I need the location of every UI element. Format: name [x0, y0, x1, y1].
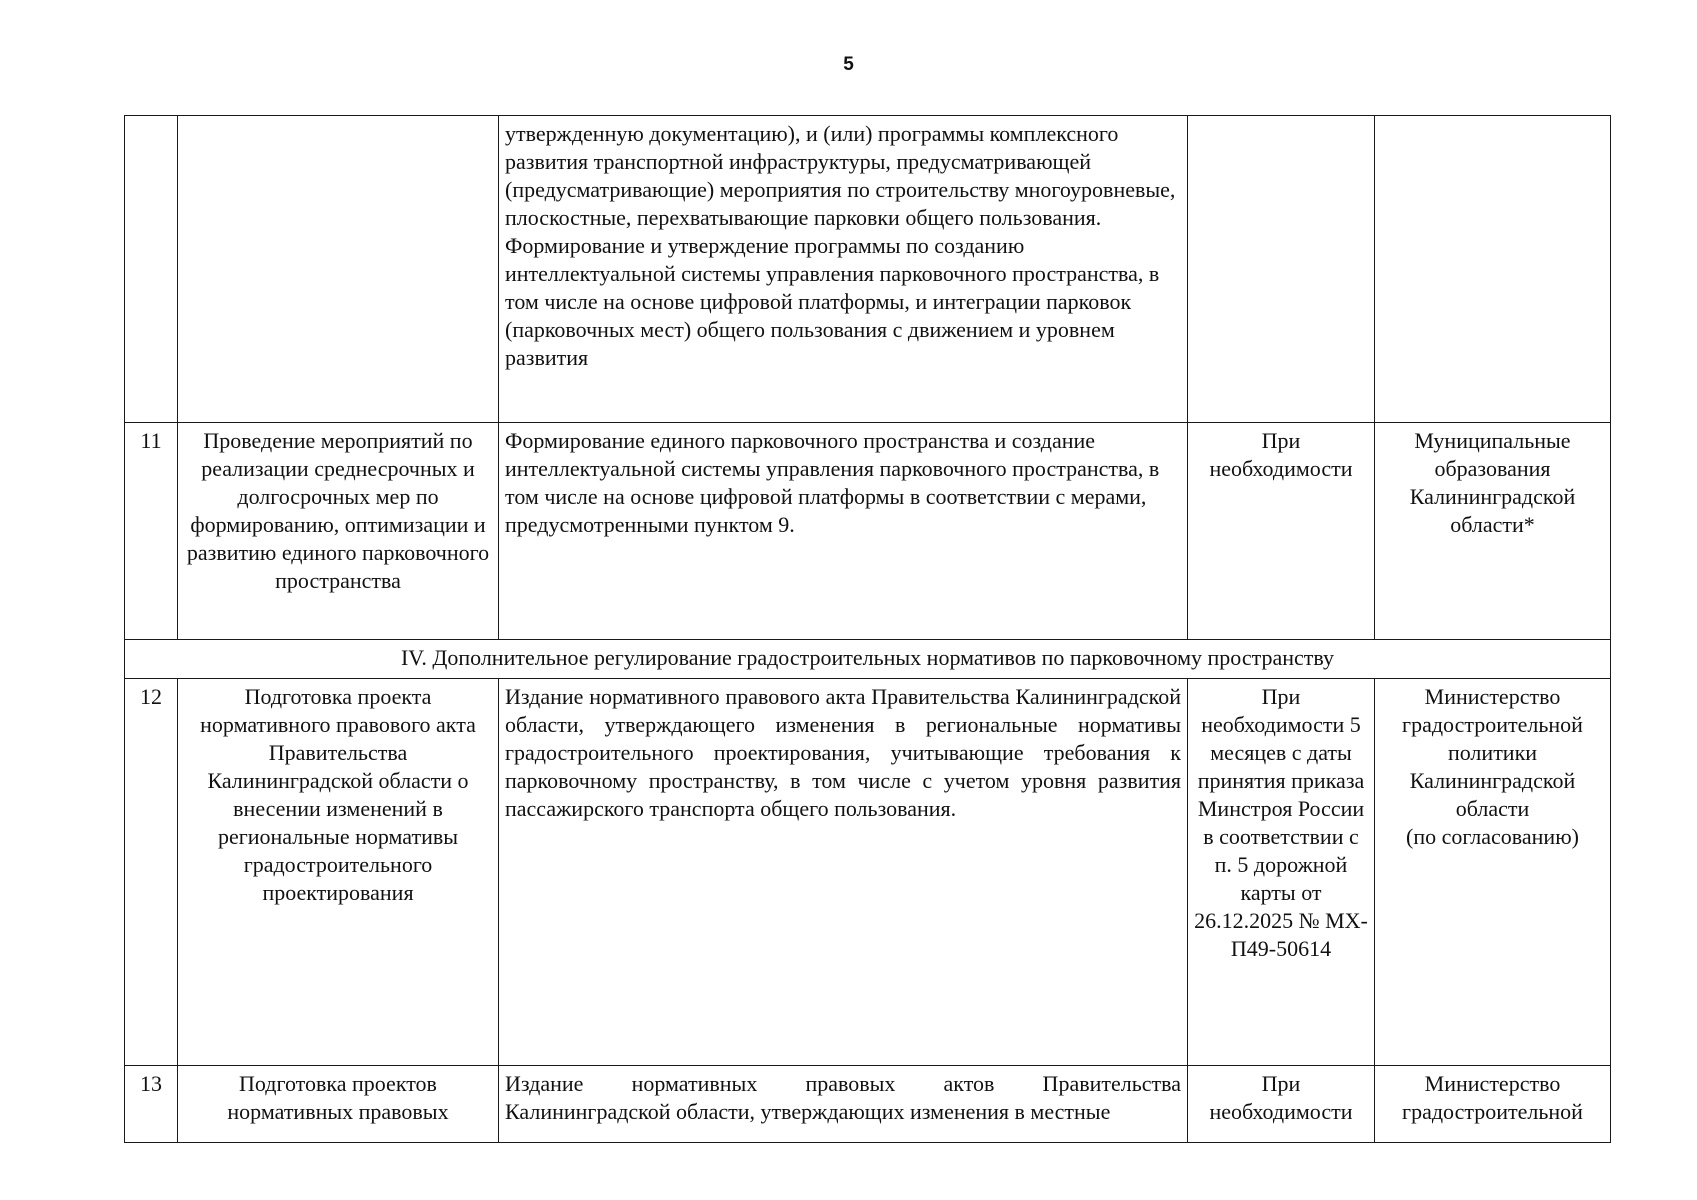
deadline-cell: При необходимости [1188, 423, 1375, 640]
table-row-12 [125, 679, 1611, 1066]
row-number-cell: 13 [125, 1066, 178, 1143]
table-row-11 [125, 423, 1611, 640]
description-paragraph: утвержденную документацию), и (или) программы комплексного развития транспортной инфраструктуры, предусматривающей (предусматривающие) мероприятия по строительству многоуровневые, плоскостные, перехватывающие парковки общего пользования. [505, 121, 1176, 230]
deadline-cell [1188, 116, 1375, 423]
row-number-cell [125, 116, 178, 423]
section-header-row [125, 640, 1611, 679]
measure-name-cell: Подготовка проектов нормативных правовых [178, 1066, 499, 1143]
action-plan-table [124, 115, 1611, 1143]
table-row-continuation [125, 116, 1611, 423]
row-number-cell: 11 [125, 423, 178, 640]
responsible-cell [1375, 679, 1611, 1066]
measure-description-cell: Издание нормативных правовых актов Правительства Калининградской области, утверждающих изменения в местные [499, 1066, 1188, 1143]
responsible-cell: Муниципальные образования Калининградской области* [1375, 423, 1611, 640]
measure-description-cell [499, 116, 1188, 423]
responsible-cell: Министерство градостроительной [1375, 1066, 1611, 1143]
row-number-cell: 12 [125, 679, 178, 1066]
measure-description-cell: Издание нормативного правового акта Правительства Калининградской области, утверждающего изменения в региональные нормативы градостроительного проектирования, учитывающие требования к парковочному пространству, в том числе с учетом уровня развития пассажирского транспорта общего пользования. [499, 679, 1188, 1066]
measure-name-cell: Подготовка проекта нормативного правового акта Правительства Калининградской области о внесении изменений в региональные нормативы градостроительного проектирования [178, 679, 499, 1066]
measure-description-cell: Формирование единого парковочного пространства и создание интеллектуальной системы управления парковочного пространства, в том числе на основе цифровой платформы в соответствии с мерами, предусмотренными пунктом 9. [499, 423, 1188, 640]
responsible-cell [1375, 116, 1611, 423]
table-row-13 [125, 1066, 1611, 1143]
measure-name-cell [178, 116, 499, 423]
measure-name-cell: Проведение мероприятий по реализации среднесрочных и долгосрочных мер по формированию, оптимизации и развитию единого парковочного пространства [178, 423, 499, 640]
responsible-text: Министерство градостроительной политики Калининградской области (по согласованию) [1402, 684, 1583, 849]
page-number: 5 [843, 54, 854, 75]
description-paragraph: Формирование и утверждение программы по созданию интеллектуальной системы управления парковочного пространства, в том числе на основе цифровой платформы, и интеграции парковок (парковочных мест) общего пользования с движением и уровнем развития [505, 233, 1160, 370]
section-title: IV. Дополнительное регулирование градостроительных нормативов по парковочному пространству [125, 640, 1611, 679]
deadline-cell: При необходимости [1188, 1066, 1375, 1143]
deadline-cell: При необходимости 5 месяцев с даты принятия приказа Минстроя России в соответствии с п. 5 дорожной карты от 26.12.2025 № МХ-П49-50614 [1188, 679, 1375, 1066]
